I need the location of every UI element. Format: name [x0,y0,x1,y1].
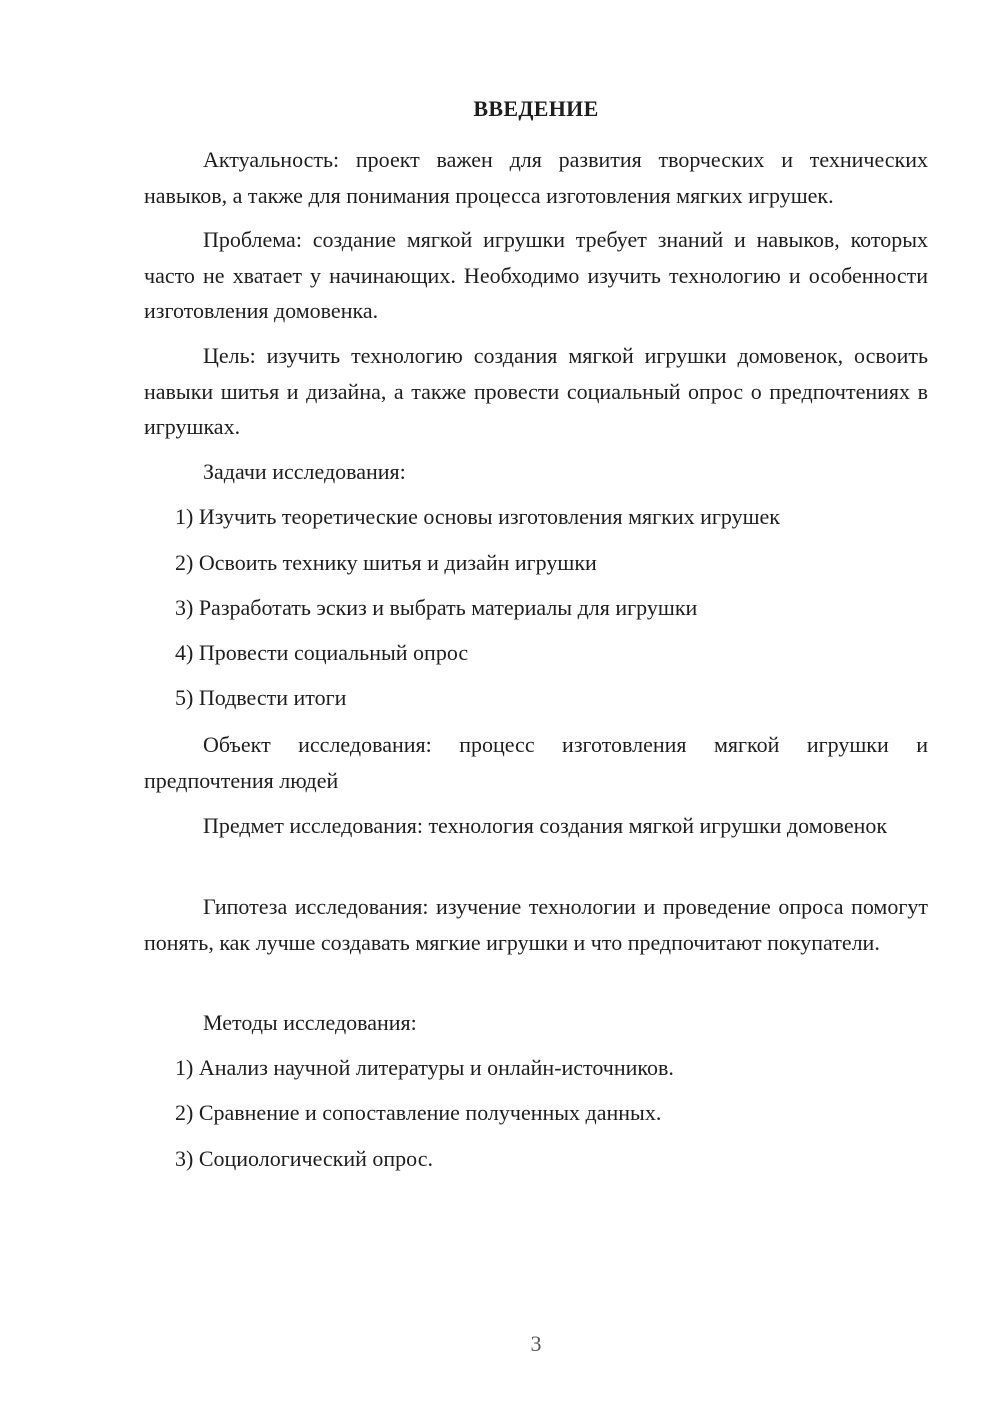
page-number: 3 [530,1331,542,1356]
object-paragraph: Объект исследования: процесс изготовления мягкой игрушки и предпочтения людей [144,732,928,793]
task-item: 1) Изучить теоретические основы изготовления мягких игрушек [175,504,780,529]
subject-paragraph: Предмет исследования: технология создания мягкой игрушки домовенок [203,813,888,838]
task-item: 5) Подвести итоги [175,685,347,710]
method-item: 3) Социологический опрос. [175,1146,433,1171]
tasks-title: Задачи исследования: [203,459,406,484]
task-item: 4) Провести социальный опрос [175,640,469,665]
method-item: 1) Анализ научной литературы и онлайн-источников. [175,1055,674,1080]
problem-paragraph: Проблема: создание мягкой игрушки требует знаний и навыков, которых часто не хватает у начинающих. Необходимо изучить технологию и особенности изготовления домовенка. [144,227,928,323]
section-heading: ВВЕДЕНИЕ [473,96,599,121]
methods-title: Методы исследования: [203,1010,417,1035]
task-item: 3) Разработать эскиз и выбрать материалы для игрушки [175,595,698,620]
task-item: 2) Освоить технику шитья и дизайн игрушки [175,550,597,575]
hypothesis-paragraph: Гипотеза исследования: изучение технологии и проведение опроса помогут понять, как лучше создавать мягкие игрушки и что предпочитают покупатели. [144,894,928,955]
goal-paragraph: Цель: изучить технологию создания мягкой игрушки домовенок, освоить навыки шитья и дизайна, а также провести социальный опрос о предпочтениях в игрушках. [144,343,928,439]
relevance-paragraph: Актуальность: проект важен для развития творческих и технических навыков, а также для понимания процесса изготовления мягких игрушек. [144,147,928,208]
method-item: 2) Сравнение и сопоставление полученных данных. [175,1100,662,1125]
